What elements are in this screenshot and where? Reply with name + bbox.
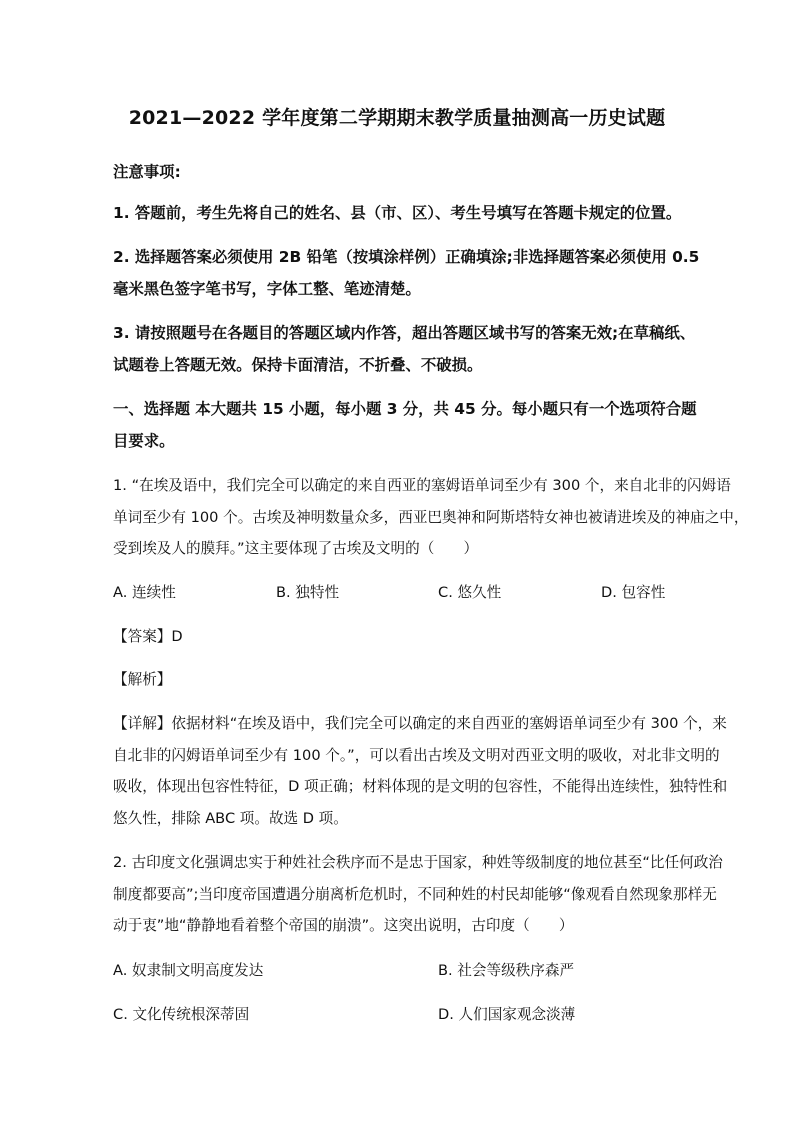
question-1-option-c: C. 悠久性 xyxy=(438,584,502,601)
notice-heading: 注意事项: xyxy=(113,163,181,181)
section-heading-line-2: 目要求。 xyxy=(113,432,175,450)
question-1-line-2: 单词至少有 100 个。古埃及神明数量众多，西亚巴奥神和阿斯塔特女神也被请进埃及的神庙之中， xyxy=(113,509,749,526)
notice-item-2-line-2: 毫米黑色签字笔书写，字体工整、笔迹清楚。 xyxy=(113,280,421,298)
section-heading-line-1: 一、选择题 本大题共 15 小题，每小题 3 分，共 45 分。每小题只有一个选项符合题 xyxy=(113,400,697,418)
question-2-option-d: D. 人们国家观念淡薄 xyxy=(438,1006,576,1023)
question-1-detail-line-4: 悠久性，排除 ABC 项。故选 D 项。 xyxy=(113,810,348,827)
question-1-option-d: D. 包容性 xyxy=(601,584,666,601)
question-1-line-1: 1. “在埃及语中，我们完全可以确定的来自西亚的塞姆语单词至少有 300 个，来自北非的闪姆语 xyxy=(113,477,731,494)
question-1-detail-line-1: 【详解】依据材料“在埃及语中，我们完全可以确定的来自西亚的塞姆语单词至少有 300 个，来 xyxy=(113,715,727,732)
notice-item-2-line-1: 2. 选择题答案必须使用 2B 铅笔（按填涂样例）正确填涂;非选择题答案必须使用 0.5 xyxy=(113,248,700,266)
question-2-line-3: 动于衷”地“静静地看着整个帝国的崩溃”。这突出说明，古印度（ ） xyxy=(113,917,574,934)
question-2-option-a: A. 奴隶制文明高度发达 xyxy=(113,962,264,979)
notice-item-1: 1. 答题前，考生先将自己的姓名、县（市、区）、考生号填写在答题卡规定的位置。 xyxy=(113,204,682,222)
question-1-option-b: B. 独特性 xyxy=(276,584,340,601)
question-2-option-c: C. 文化传统根深蒂固 xyxy=(113,1006,250,1023)
question-1-answer: 【答案】D xyxy=(113,628,183,645)
question-1-detail-line-2: 自北非的闪姆语单词至少有 100 个。”，可以看出古埃及文明对西亚文明的吸收，对北非文明的 xyxy=(113,747,720,764)
question-2-line-2: 制度都要高”;当印度帝国遭遇分崩离析危机时，不同种姓的村民却能够“像观看自然现象那样无 xyxy=(113,886,717,903)
notice-item-3-line-2: 试题卷上答题无效。保持卡面清洁，不折叠、不破损。 xyxy=(113,356,483,374)
question-1-line-3: 受到埃及人的膜拜。”这主要体现了古埃及文明的（ ） xyxy=(113,540,479,557)
question-1-detail-line-3: 吸收，体现出包容性特征，D 项正确；材料体现的是文明的包容性，不能得出连续性，独特性和 xyxy=(113,778,728,795)
notice-item-3-line-1: 3. 请按照题号在各题目的答题区域内作答，超出答题区域书写的答案无效;在草稿纸、 xyxy=(113,324,696,342)
question-1-analysis-label: 【解析】 xyxy=(113,671,172,688)
page-title: 2021—2022 学年度第二学期期末教学质量抽测高一历史试题 xyxy=(128,107,666,129)
question-2-option-b: B. 社会等级秩序森严 xyxy=(438,962,575,979)
question-2-line-1: 2. 古印度文化强调忠实于种姓社会秩序而不是忠于国家，种姓等级制度的地位甚至“比任何政治 xyxy=(113,854,723,871)
question-1-option-a: A. 连续性 xyxy=(113,584,176,601)
